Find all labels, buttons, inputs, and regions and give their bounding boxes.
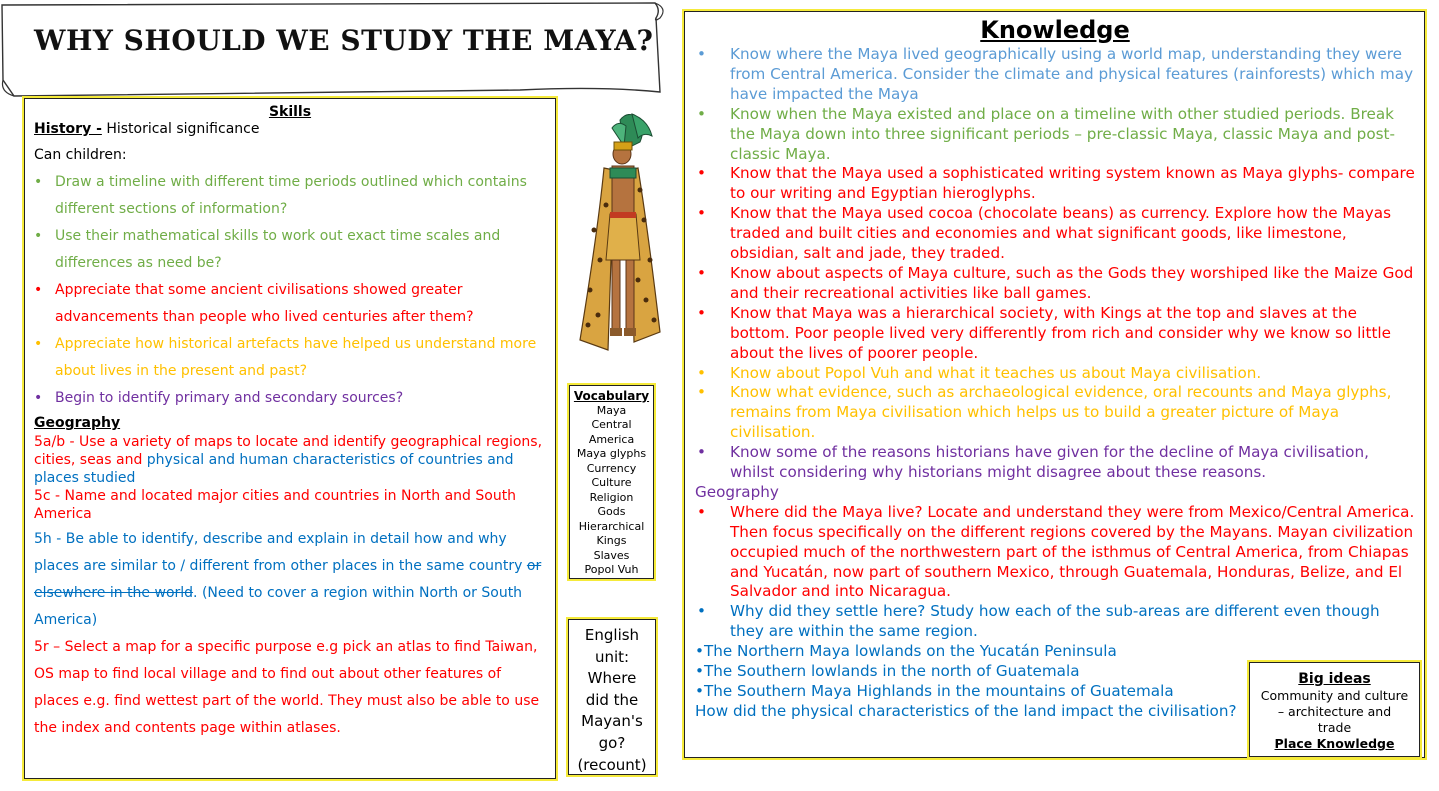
knowledge-geo-item: • Why did they settle here? Study how each of the sub-areas are different even though they are within the same region.: [695, 602, 1415, 642]
vocabulary-word: Culture: [591, 476, 632, 489]
english-unit-line: (recount): [577, 755, 647, 774]
knowledge-item: • Know some of the reasons historians have given for the decline of Maya civilisation, whilst considering why historians might disagree about these reasons.: [695, 443, 1415, 483]
english-unit-line: did the: [585, 690, 639, 709]
english-unit-text: [568, 625, 656, 776]
english-unit-line: Mayan's: [581, 712, 643, 731]
vocabulary-word: Kings: [596, 534, 627, 547]
vocabulary-word: Central: [591, 418, 632, 431]
vocabulary-box: [567, 383, 656, 581]
vocabulary-word: Maya glyphs: [576, 447, 647, 460]
maya-warrior-illustration: [568, 110, 664, 360]
history-line: [34, 121, 546, 138]
history-label: History -: [34, 121, 102, 137]
english-unit-line: go?: [598, 733, 626, 752]
maya-figure-image: [568, 110, 664, 360]
history-topic: Historical significance: [101, 121, 260, 137]
skills-heading: Skills: [268, 104, 312, 120]
vocabulary-word: Gods: [597, 505, 626, 518]
vocabulary-word: Religion: [589, 490, 634, 504]
geo-5h: [34, 526, 546, 634]
geo-5c: 5c - Name and located major cities and countries in North and South America: [34, 488, 517, 522]
can-children-label: Can children:: [34, 147, 127, 163]
big-ideas-line: trade: [1317, 720, 1352, 735]
english-unit-line: Where: [587, 669, 637, 688]
knowledge-region-item: •The Southern Maya Highlands in the mountains of Guatemala: [695, 682, 1174, 700]
history-skill-item: • Use their mathematical skills to work out exact time scales and differences as need be?: [34, 223, 546, 277]
knowledge-item: • Know that the Maya used cocoa (chocolate beans) as currency. Explore how the Mayas traded and built cities and economies and what significant goods, like limestone, obsidian, salt and jade, they traded.: [695, 204, 1415, 264]
knowledge-geography-list: [695, 503, 1415, 642]
vocabulary-word: Popol Vuh: [584, 563, 639, 576]
history-skill-item: • Draw a timeline with different time periods outlined which contains different sections of information?: [34, 169, 546, 223]
knowledge-item: • Know that Maya was a hierarchical society, with Kings at the top and slaves at the bottom. Poor people lived very differently from rich and consider why we know so little about the lives of poorer people.: [695, 304, 1415, 364]
geo-5ab: [34, 433, 546, 487]
big-ideas-text: [1249, 688, 1420, 736]
knowledge-item: • Know what evidence, such as archaeological evidence, oral recounts and Maya glyphs, remains from Maya civilisation which helps us to build a greater picture of Maya civilisation.: [695, 383, 1415, 443]
history-skill-item: • Appreciate how historical artefacts have helped us understand more about lives in the present and past?: [34, 331, 546, 385]
english-unit-line: unit:: [594, 647, 630, 666]
history-skill-item: • Appreciate that some ancient civilisations showed greater advancements than people who lived centuries after them?: [34, 277, 546, 331]
knowledge-region-item: •The Southern lowlands in the north of Guatemala: [695, 662, 1080, 681]
vocabulary-word: Slaves: [593, 548, 630, 562]
geo-5h-after: . (Need to cover a region within North or South America): [34, 585, 523, 628]
big-ideas-box: [1247, 660, 1422, 759]
knowledge-geography-label: Geography: [695, 482, 779, 501]
knowledge-item: • Know about Popol Vuh and what it teaches us about Maya civilisation.: [695, 364, 1415, 384]
vocabulary-word: Hierarchical: [578, 519, 645, 533]
big-ideas-line: Community and culture: [1260, 688, 1409, 703]
big-ideas-heading: Big ideas: [1298, 671, 1371, 687]
history-skill-item: • Begin to identify primary and secondary sources?: [34, 385, 546, 412]
skills-panel: [22, 96, 558, 781]
knowledge-panel: [682, 9, 1427, 760]
knowledge-item: • Know about aspects of Maya culture, such as the Gods they worshiped like the Maize God and their recreational activities like ball games.: [695, 264, 1415, 304]
place-knowledge-label: Place Knowledge: [1274, 736, 1395, 751]
vocabulary-word: America: [588, 432, 635, 446]
knowledge-title: Knowledge: [980, 16, 1130, 44]
vocabulary-word: Maya: [596, 403, 627, 417]
geo-5r: 5r – Select a map for a specific purpose e.g pick an atlas to find Taiwan, OS map to find local village and to find out about other features of places e.g. find wettest part of the world. They must also be able to use the index and contents page within atlases.: [34, 639, 540, 736]
knowledge-history-list: [695, 45, 1415, 483]
big-ideas-line: – architecture and: [1277, 704, 1392, 719]
knowledge-item: • Know where the Maya lived geographically using a world map, understanding they were from Central America. Consider the climate and physical features (rainforests) which may have impacted the Maya: [695, 45, 1415, 105]
knowledge-geo-item: • Where did the Maya live? Locate and understand they were from Mexico/Central America. Then focus specifically on the different regions covered by the Mayans. Mayan civilization occupied much of the northwestern part of the isthmus of Central America, from Chiapas and Yucatán, now part of southern Mexico, through Guatemala, Honduras, Belize, and El Salvador and into Nicaragua.: [695, 503, 1415, 603]
geo-5ab-blue: physical and human characteristics of countries and places studied: [34, 452, 514, 486]
geo-5h-strike: or elsewhere in the world: [34, 558, 542, 601]
page-title: WHY SHOULD WE STUDY THE MAYA?: [34, 24, 654, 57]
knowledge-item: • Know when the Maya existed and place on a timeline with other studied periods. Break the Maya down into three significant periods – pre-classic Maya, classic Maya and post-classic Maya.: [695, 105, 1415, 165]
english-unit-box: [566, 617, 658, 777]
history-skills-list: [34, 169, 546, 412]
knowledge-question: How did the physical characteristics of the land impact the civilisation?: [695, 701, 1237, 720]
vocabulary-heading: Vocabulary: [573, 389, 650, 403]
english-unit-line: English: [584, 626, 640, 644]
geo-5h-text: 5h - Be able to identify, describe and explain in detail how and why places are similar to / different from other places in the same country: [34, 531, 523, 574]
geo-5ab-red: 5a/b - Use a variety of maps to locate and identify geographical regions, cities, seas and: [34, 434, 543, 468]
geography-label: Geography: [34, 415, 121, 431]
vocabulary-word: Currency: [586, 461, 637, 475]
knowledge-item: • Know that the Maya used a sophisticated writing system known as Maya glyphs- compare to our writing and Egyptian hieroglyphs.: [695, 164, 1415, 204]
vocabulary-word-list: [569, 404, 654, 578]
knowledge-region-item: •The Northern Maya lowlands on the Yucatán Peninsula: [695, 642, 1117, 661]
